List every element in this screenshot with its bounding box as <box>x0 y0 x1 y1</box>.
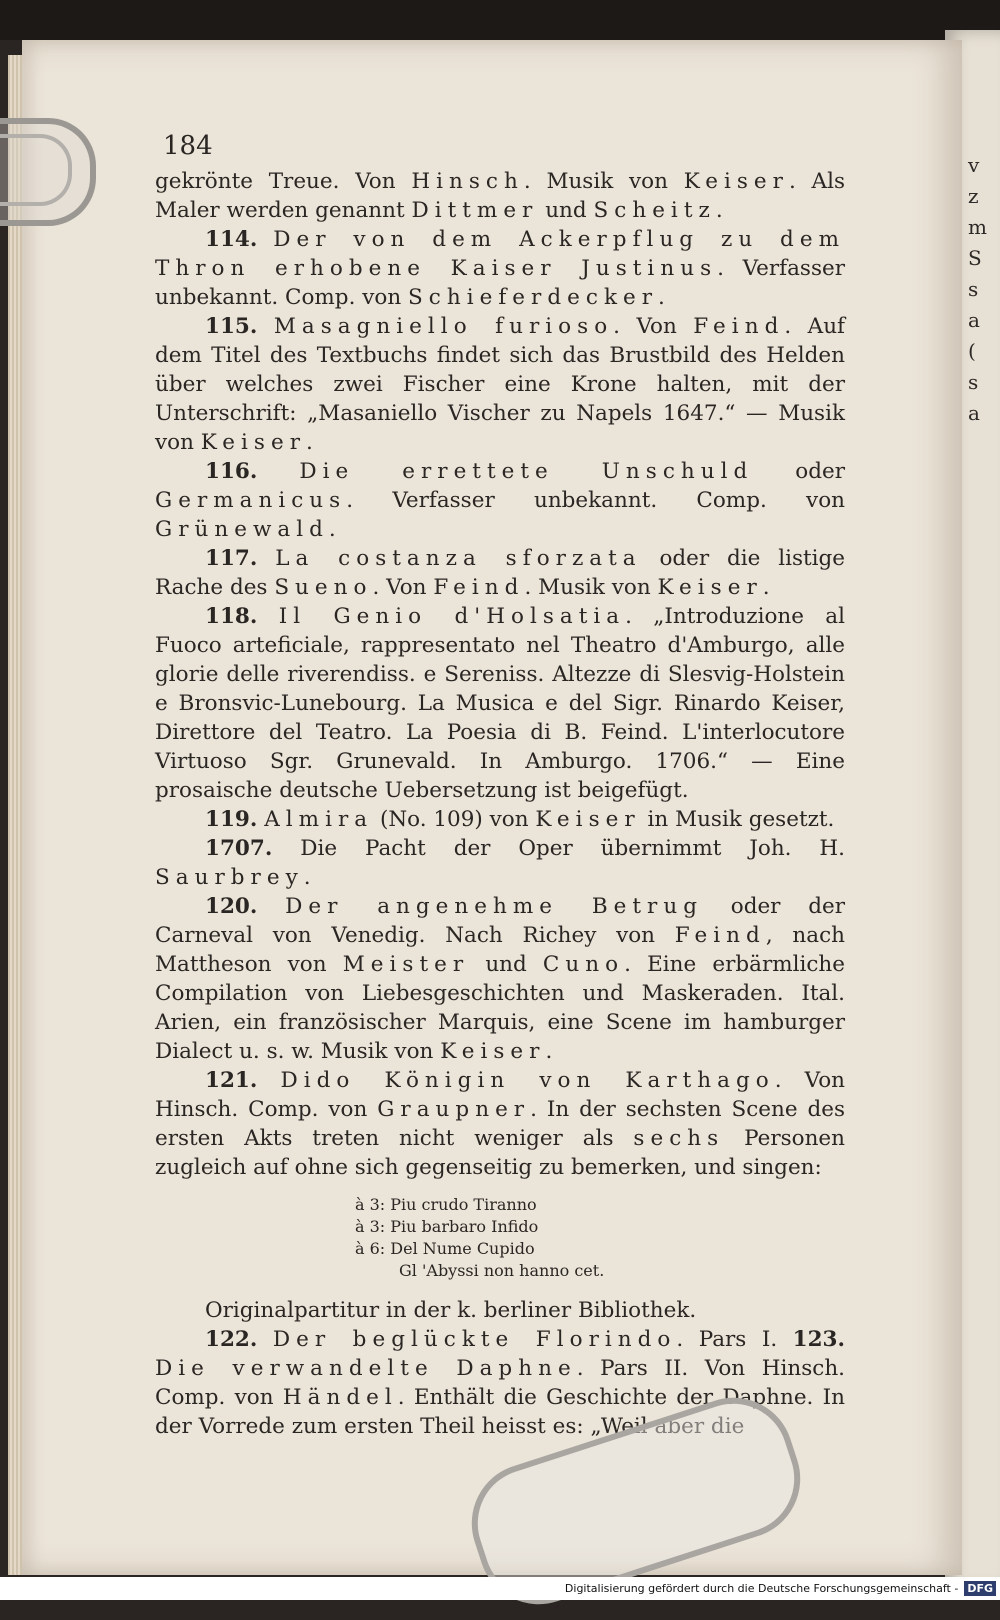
paragraph-list <box>155 167 845 1182</box>
edge-char: S <box>968 246 982 270</box>
entry-number: 122. <box>205 1327 258 1352</box>
spaced-title: Il Genio d'Holsatia <box>278 604 626 629</box>
text-run <box>257 459 299 484</box>
edge-char: s <box>968 370 979 394</box>
spaced-title: Hinsch <box>411 169 524 194</box>
digitization-footer <box>0 1577 1000 1600</box>
spaced-title: Feind <box>674 923 766 948</box>
spaced-title: Meister <box>342 952 470 977</box>
verse-line: à 3: Piu barbaro Infido <box>355 1217 539 1236</box>
spaced-title: sechs <box>633 1126 725 1151</box>
text-run: . <box>658 285 665 310</box>
spaced-title: Der beglückte Florindo <box>272 1327 677 1352</box>
edge-char: ( <box>968 339 976 363</box>
footer-credit-text: Digitalisierung gefördert durch die Deutsche Forschungsgemeinschaft - <box>564 1582 959 1595</box>
spaced-title: Grünewald <box>155 517 329 542</box>
entry-number: 116. <box>205 459 258 484</box>
paper-clip-top-inner <box>0 134 72 206</box>
entry-number: 118. <box>205 604 258 629</box>
verse-line: Gl 'Abyssi non hanno cet. <box>399 1261 605 1280</box>
edge-char: m <box>968 215 987 239</box>
paragraph <box>155 602 845 805</box>
text-run <box>257 894 285 919</box>
text-run: . Als Maler werden genannt <box>155 169 845 223</box>
text-run: . <box>545 1039 553 1064</box>
spaced-title: Die verwandelte Daphne <box>155 1356 577 1381</box>
spaced-title: Cuno <box>542 952 625 977</box>
paragraph <box>155 457 845 544</box>
paragraph <box>155 892 845 1066</box>
text-run <box>257 1327 273 1352</box>
paragraph <box>155 834 845 892</box>
text-run: in Musik gesetzt. <box>640 807 835 832</box>
spaced-title: Almira <box>264 807 374 832</box>
text-run: Originalpartitur in der k. berliner Bibliothek. <box>205 1298 697 1323</box>
spaced-title: Graupner <box>377 1097 531 1122</box>
text-run: . <box>715 198 723 223</box>
text-run: . Musik von <box>524 575 658 600</box>
spaced-title: Keiser <box>683 169 789 194</box>
paragraph <box>155 225 845 312</box>
text-run: . <box>762 575 770 600</box>
quoted-verse <box>355 1194 845 1282</box>
page-text-block <box>155 132 845 1441</box>
spaced-title: Schieferdecker <box>408 285 659 310</box>
text-run: . Eine erbärmliche Compilation von Liebesgeschichten und Maskeraden. Ital. Arien, ein französischer Marquis, eine Scene im hamburger Dialect u. s. w. Musik von <box>155 952 845 1064</box>
text-run: gekrönte Treue. Von <box>155 169 412 194</box>
page-number: 184 <box>163 131 213 161</box>
text-run: . Verfasser unbekannt. Comp. von <box>346 488 845 513</box>
text-run: oder <box>753 459 845 484</box>
text-run <box>257 546 275 571</box>
text-run: oder der Carneval von Venedig. Nach Richey von <box>155 894 845 948</box>
spaced-title: Keiser <box>200 430 307 455</box>
paragraph <box>155 1066 845 1182</box>
spaced-title: Händel <box>282 1385 398 1410</box>
edge-char: a <box>968 401 980 425</box>
text-run: Personen zugleich auf ohne sich gegenseitig zu bemerken, und singen: <box>155 1126 845 1180</box>
text-run <box>257 604 278 629</box>
spaced-title: Scheitz <box>593 198 716 223</box>
edge-char: v <box>968 153 980 177</box>
text-run: Die Pacht der Oper übernimmt Joh. H. <box>272 836 845 861</box>
paragraph <box>155 167 845 225</box>
entry-number: 115. <box>205 314 258 339</box>
paragraph <box>155 312 845 457</box>
spaced-title: Der angenehme Betrug <box>285 894 703 919</box>
paragraph <box>155 1296 845 1325</box>
spaced-title: Keiser <box>657 575 763 600</box>
spaced-title: Masagniello furioso <box>273 314 614 339</box>
text-run <box>257 1068 280 1093</box>
text-run: . Von <box>372 575 434 600</box>
text-run: . „Introduzione al Fuoco arteficiale, rappresentato nel Theatro d'Amburgo, alle glorie delle riverendiss. e Sereniss. Altezze di Slesvig-Holstein e Bronsvic-Lunebourg. La Musica e del Sigr. Rinardo Keiser, Direttore del Teatro. La Poesia di B. Feind. L'interlocutore Virtuoso Sgr. Grunevald. In Amburgo. 1706.“ — Eine prosaische deutsche Uebersetzung ist beigefügt. <box>155 604 845 803</box>
edge-char: z <box>968 184 979 208</box>
spaced-title: Feind <box>693 314 785 339</box>
spaced-title: Der von dem Ackerpflug zu dem Thron erhobene Kaiser Justinus <box>155 227 845 281</box>
text-run: . <box>306 430 313 455</box>
dfg-logo: DFG <box>964 1581 996 1596</box>
text-run: . Pars II. Von Hinsch. Comp. von <box>155 1356 845 1410</box>
text-run: . Von Hinsch. Comp. von <box>155 1068 845 1122</box>
spaced-title: Keiser <box>440 1039 546 1064</box>
text-run: . Von <box>613 314 694 339</box>
edge-char: a <box>968 308 980 332</box>
paragraph <box>155 544 845 602</box>
paragraph <box>155 805 845 834</box>
text-run: (No. 109) von <box>373 807 536 832</box>
text-run: . Verfasser unbekannt. Comp. von <box>155 256 845 310</box>
text-run: . <box>303 865 311 890</box>
entry-number: 119. <box>205 807 258 832</box>
spaced-title: Keiser <box>535 807 641 832</box>
text-run: oder die listige Rache des <box>155 546 845 600</box>
spaced-title: Sueno <box>274 575 373 600</box>
text-run: . Auf dem Titel des Textbuchs findet sich das Brustbild des Helden über welches zwei Fischer eine Krone halten, mit der Unterschrift: „Masaniello Vischer zu Napels 1647.“ — Musik von <box>155 314 845 455</box>
verse-line: à 6: Del Nume Cupido <box>355 1239 535 1258</box>
verse-line: à 3: Piu crudo Tiranno <box>355 1195 537 1214</box>
text-run: und <box>469 952 543 977</box>
text-run: , nach Mattheson von <box>155 923 845 977</box>
spaced-title: Feind <box>433 575 525 600</box>
spaced-title: Dittmer <box>411 198 539 223</box>
text-run: und <box>538 198 594 223</box>
entry-number: 114. <box>205 227 258 252</box>
text-run <box>257 314 273 339</box>
entry-number: 117. <box>205 546 258 571</box>
text-run <box>257 227 273 252</box>
text-run: . Musik von <box>523 169 684 194</box>
spaced-title: Die errettete Unschuld <box>299 459 754 484</box>
spaced-title: Dido Königin von Karthago <box>280 1068 775 1093</box>
spaced-title: Saurbrey <box>155 865 304 890</box>
top-background <box>0 0 1000 40</box>
spaced-title: La costanza sforzata <box>275 546 642 571</box>
text-run: . <box>328 517 336 542</box>
text-run: . Pars I. <box>676 1327 793 1352</box>
text-run: . Enthält die Geschichte der Daphne. In der Vorrede zum ersten Theil heisst es: „Weil aber die <box>155 1385 845 1439</box>
entry-number: 1707. <box>205 836 273 861</box>
entry-number: 123. <box>792 1327 846 1352</box>
spaced-title: Germanicus <box>155 488 347 513</box>
edge-char: s <box>968 277 979 301</box>
entry-number: 120. <box>205 894 258 919</box>
entry-number: 121. <box>205 1068 258 1093</box>
text-run: . In der sechsten Scene des ersten Akts treten nicht weniger als <box>155 1097 845 1151</box>
adjacent-page-text-fragments <box>968 150 1000 429</box>
